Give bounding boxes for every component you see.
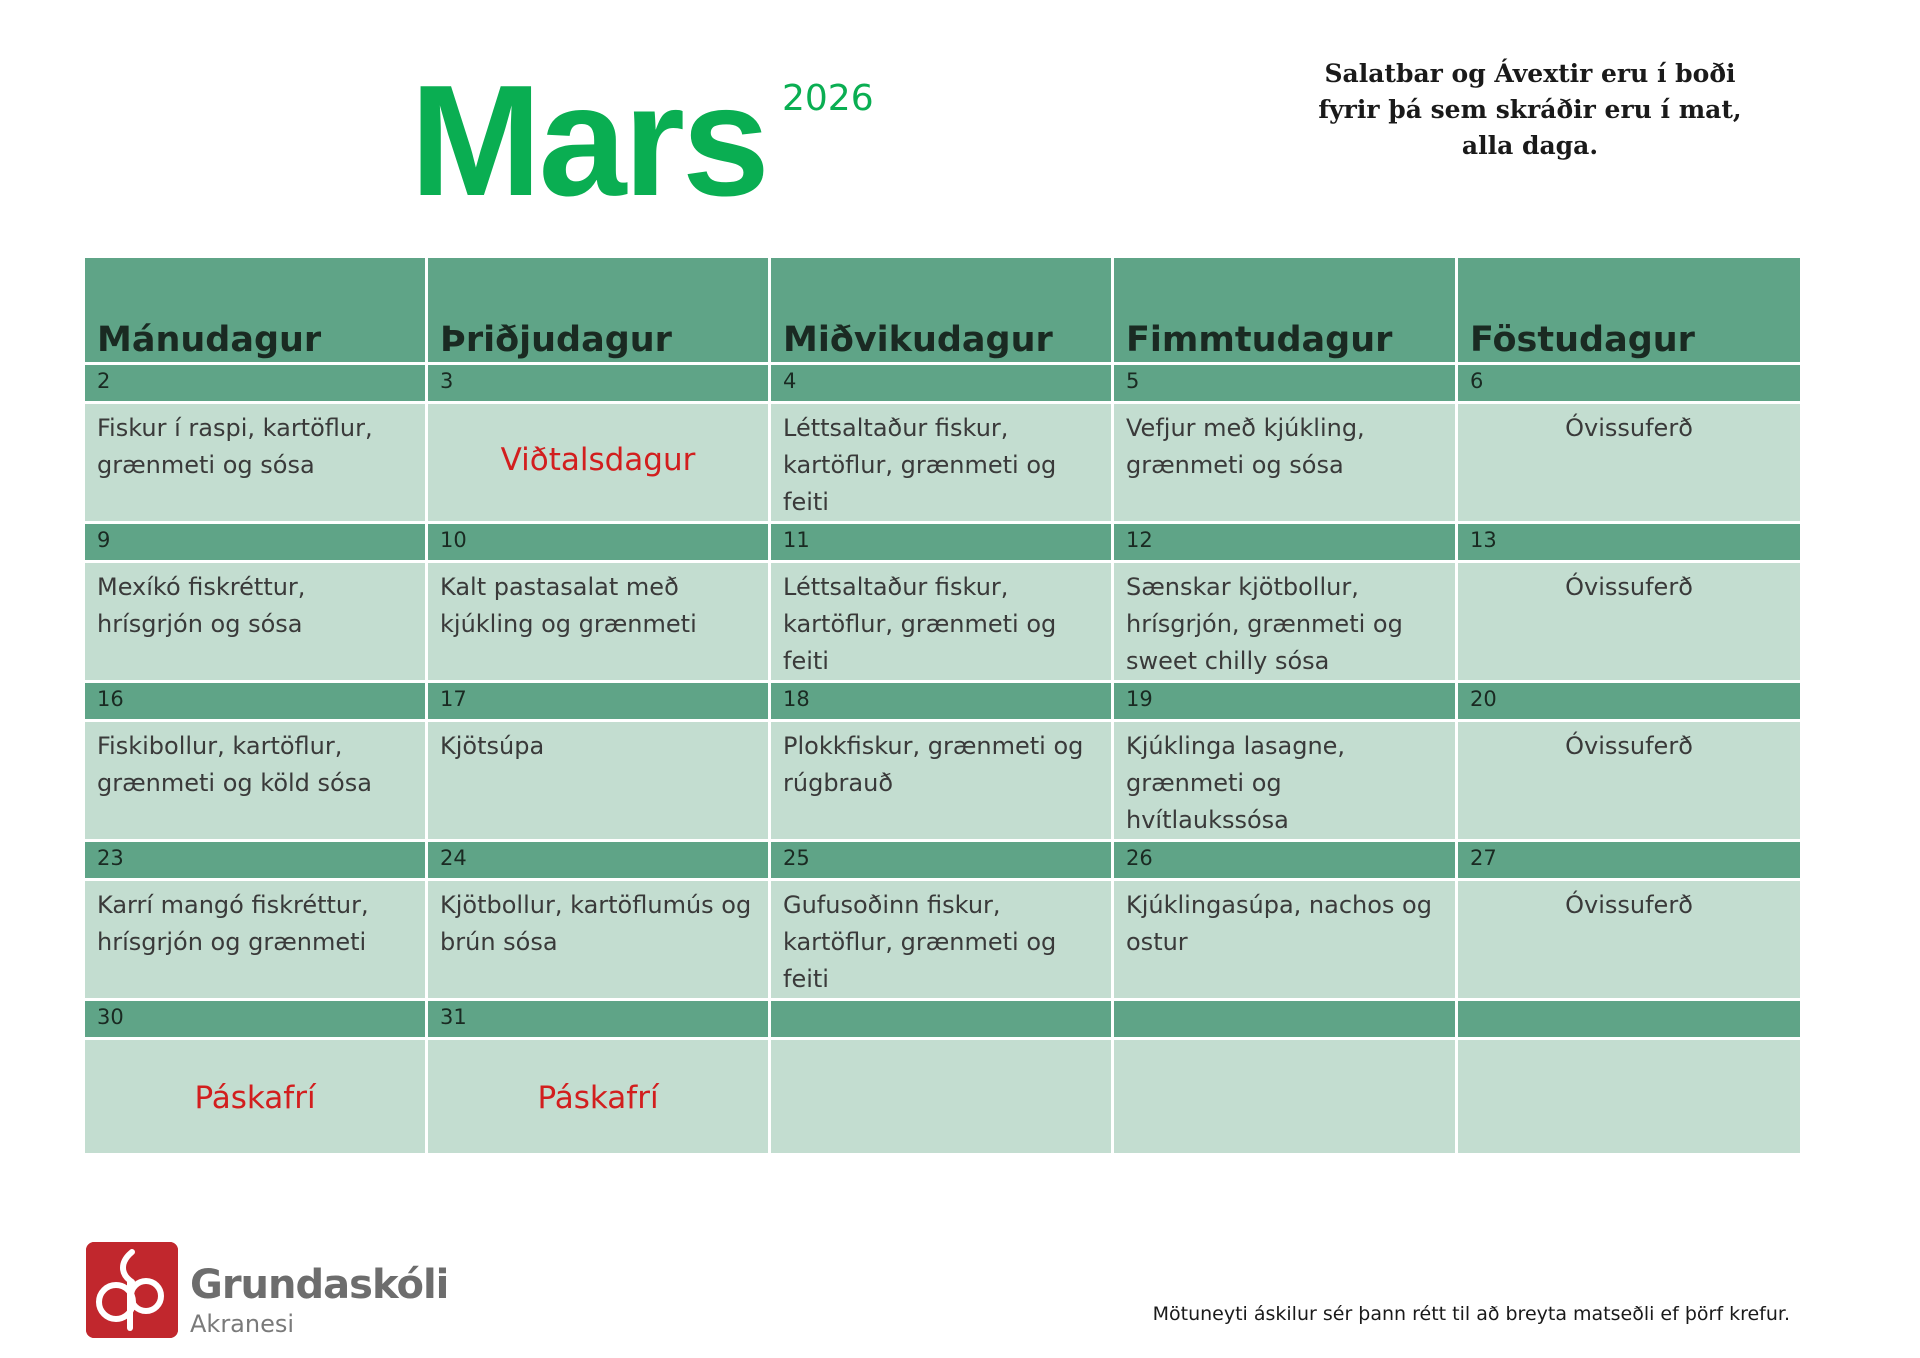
school-logo-icon <box>86 1242 178 1338</box>
date-cell: 31 <box>427 1000 770 1039</box>
meal-cell: Léttsaltaður fiskur, kartöflur, grænmeti og feiti <box>770 562 1113 682</box>
date-cell: 25 <box>770 841 1113 880</box>
meal-cell: Óvissuferð <box>1457 721 1802 841</box>
date-cell: 17 <box>427 682 770 721</box>
date-cell: 20 <box>1457 682 1802 721</box>
date-cell: 5 <box>1113 364 1457 403</box>
meal-cell: Sænskar kjötbollur, hrísgrjón, grænmeti og sweet chilly sósa <box>1113 562 1457 682</box>
date-cell: 19 <box>1113 682 1457 721</box>
interview-day-label: Viðtalsdagur <box>500 442 696 478</box>
meal-row <box>84 1039 1802 1155</box>
meal-cell: Kalt pastasalat með kjúkling og grænmeti <box>427 562 770 682</box>
date-cell: 4 <box>770 364 1113 403</box>
meal-cell: Fiskibollur, kartöflur, grænmeti og köld sósa <box>84 721 427 841</box>
easter-break-label: Páskafrí <box>537 1080 659 1116</box>
date-cell: 23 <box>84 841 427 880</box>
meal-cell: Plokkfiskur, grænmeti og rúgbrauð <box>770 721 1113 841</box>
date-row <box>84 682 1802 721</box>
weekday-header: Mánudagur <box>84 257 427 364</box>
weekday-header: Fimmtudagur <box>1113 257 1457 364</box>
meal-cell: Karrí mangó fiskréttur, hrísgrjón og grænmeti <box>84 880 427 1000</box>
date-cell: 30 <box>84 1000 427 1039</box>
meal-cell: Kjötsúpa <box>427 721 770 841</box>
meal-cell: Óvissuferð <box>1457 403 1802 523</box>
meal-cell: Óvissuferð <box>1457 562 1802 682</box>
meal-cell: Kjúklinga lasagne, grænmeti og hvítlaukssósa <box>1113 721 1457 841</box>
date-cell <box>1457 1000 1802 1039</box>
menu-calendar <box>82 255 1803 1156</box>
date-row <box>84 1000 1802 1039</box>
meal-cell <box>1113 1039 1457 1155</box>
date-cell: 2 <box>84 364 427 403</box>
date-row <box>84 523 1802 562</box>
meal-cell: Kjúklingasúpa, nachos og ostur <box>1113 880 1457 1000</box>
school-location: Akranesi <box>190 1310 295 1338</box>
meal-cell <box>427 1039 770 1155</box>
date-cell: 27 <box>1457 841 1802 880</box>
date-cell: 9 <box>84 523 427 562</box>
weekday-header: Föstudagur <box>1457 257 1802 364</box>
month-title: Mars <box>410 53 767 229</box>
meal-cell <box>427 403 770 523</box>
weekday-header-row <box>84 257 1802 364</box>
meal-cell: Vefjur með kjúkling, grænmeti og sósa <box>1113 403 1457 523</box>
meal-cell <box>770 1039 1113 1155</box>
date-cell: 18 <box>770 682 1113 721</box>
year-label: 2026 <box>782 78 874 119</box>
salad-bar-notice: Salatbar og Ávextir eru í boði fyrir þá sem skráðir eru í mat, alla daga. <box>1318 59 1742 160</box>
date-cell <box>770 1000 1113 1039</box>
meal-row <box>84 721 1802 841</box>
meal-cell: Léttsaltaður fiskur, kartöflur, grænmeti og feiti <box>770 403 1113 523</box>
meal-row <box>84 562 1802 682</box>
easter-break-label: Páskafrí <box>194 1080 316 1116</box>
school-name: Grundaskóli <box>190 1262 449 1308</box>
meal-cell <box>1457 1039 1802 1155</box>
meal-cell: Mexíkó fiskréttur, hrísgrjón og sósa <box>84 562 427 682</box>
weekday-header: Þriðjudagur <box>427 257 770 364</box>
date-row <box>84 364 1802 403</box>
date-cell: 3 <box>427 364 770 403</box>
date-cell <box>1113 1000 1457 1039</box>
meal-cell: Fiskur í raspi, kartöflur, grænmeti og sósa <box>84 403 427 523</box>
date-cell: 11 <box>770 523 1113 562</box>
meal-cell: Óvissuferð <box>1457 880 1802 1000</box>
meal-row <box>84 880 1802 1000</box>
weekday-header: Miðvikudagur <box>770 257 1113 364</box>
date-cell: 10 <box>427 523 770 562</box>
date-cell: 24 <box>427 841 770 880</box>
date-cell: 13 <box>1457 523 1802 562</box>
date-cell: 26 <box>1113 841 1457 880</box>
meal-cell: Gufusoðinn fiskur, kartöflur, grænmeti og feiti <box>770 880 1113 1000</box>
footer-disclaimer: Mötuneyti áskilur sér þann rétt til að breyta matseðli ef þörf krefur. <box>1152 1303 1790 1325</box>
date-cell: 6 <box>1457 364 1802 403</box>
date-cell: 16 <box>84 682 427 721</box>
date-cell: 12 <box>1113 523 1457 562</box>
date-row <box>84 841 1802 880</box>
meal-cell: Kjötbollur, kartöflumús og brún sósa <box>427 880 770 1000</box>
meal-row <box>84 403 1802 523</box>
meal-cell <box>84 1039 427 1155</box>
